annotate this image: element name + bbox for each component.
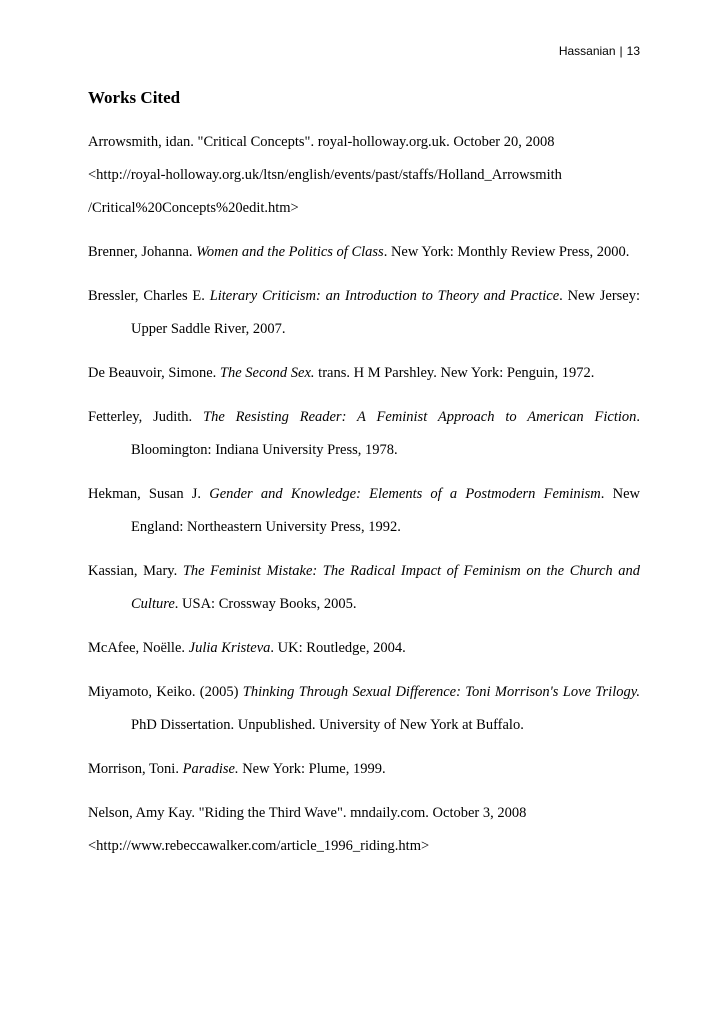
citation-morrison [88,753,640,786]
works-cited-list [88,126,640,874]
citation-work-title: Thinking Through Sexual Difference: Toni Morrison's Love Trilogy. [242,684,641,700]
citation-publication: . USA: Crossway Books, 2005. [174,596,357,612]
citation-publication: . Bloomington: Indiana University Press, 1978. [131,409,641,458]
citation-url-line: /Critical%20Concepts%20edit.htm> [88,200,299,216]
citation-publication: . New England: Northeastern University Press, 1992. [131,486,640,535]
citation-de-beauvoir [88,357,640,390]
citation-author: De Beauvoir, Simone. [88,365,220,381]
citation-hekman [88,478,640,544]
citation-author: Brenner, Johanna. [88,244,197,260]
citation-work-title: The Feminist Mistake: The Radical Impact of Feminism on the Church and Culture [131,563,641,612]
header-page-number: 13 [626,44,640,58]
citation-fetterley [88,401,640,467]
citation-arrowsmith [88,126,640,225]
citation-kassian [88,555,640,621]
citation-text: Arrowsmith, idan. "Critical Concepts". royal-holloway.org.uk. October 20, 2008 [88,134,555,150]
citation-author: Hekman, Susan J. [88,486,210,502]
citation-publication: . New Jersey: Upper Saddle River, 2007. [131,288,640,337]
citation-miyamoto [88,676,640,742]
citation-publication: . UK: Routledge, 2004. [270,640,406,656]
citation-author: Fetterley, Judith. [88,409,204,425]
citation-publication: trans. H M Parshley. New York: Penguin, 1972. [314,365,595,381]
citation-text: Nelson, Amy Kay. "Riding the Third Wave". mndaily.com. October 3, 2008 [88,805,527,821]
page-header [559,44,640,58]
citation-work-title: Paradise. [182,761,239,777]
citation-publication: . New York: Monthly Review Press, 2000. [383,244,630,260]
citation-brenner [88,236,640,269]
header-author: Hassanian [558,44,616,58]
citation-author: Bressler, Charles E. [88,288,210,304]
citation-work-title: Julia Kristeva [188,640,271,656]
citation-mcafee [88,632,640,665]
citation-bressler [88,280,640,346]
citation-work-title: Women and the Politics of Class [196,244,384,260]
citation-nelson [88,797,640,863]
citation-work-title: The Second Sex. [219,365,315,381]
citation-author: Morrison, Toni. [88,761,183,777]
citation-author: Miyamoto, Keiko. (2005) [88,684,243,700]
citation-author: McAfee, Noëlle. [88,640,189,656]
citation-publication: PhD Dissertation. Unpublished. University of New York at Buffalo. [131,717,524,733]
citation-work-title: Gender and Knowledge: Elements of a Postmodern Feminism [209,486,601,502]
citation-publication: New York: Plume, 1999. [238,761,386,777]
citation-author: Kassian, Mary. [88,563,183,579]
page-title: Works Cited [88,88,181,107]
citation-work-title: The Resisting Reader: A Feminist Approach to American Fiction [203,409,637,425]
header-separator: | [619,44,623,58]
citation-url-line: <http://www.rebeccawalker.com/article_1996_riding.htm> [88,838,430,854]
citation-work-title: Literary Criticism: an Introduction to Theory and Practice [209,288,560,304]
citation-url-line: <http://royal-holloway.org.uk/ltsn/english/events/past/staffs/Holland_Arrowsmith [88,167,562,183]
